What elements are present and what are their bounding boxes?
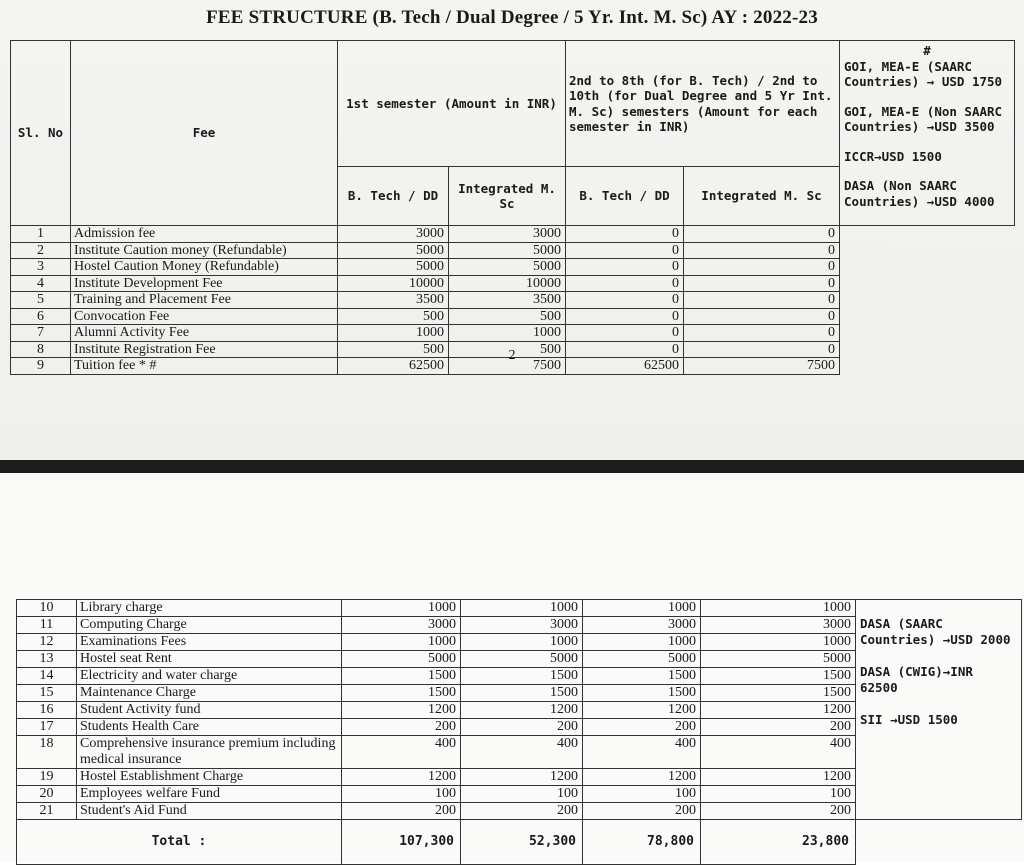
fee-name: Tuition fee * # [71,358,338,375]
sl-number: 15 [17,685,77,702]
fee-name: Institute Caution money (Refundable) [71,242,338,259]
sl-number: 9 [11,358,71,375]
amount-btech-later: 400 [583,736,701,769]
amount-msc-later: 100 [701,786,856,803]
sl-number: 8 [11,341,71,358]
sl-number: 19 [17,769,77,786]
amount-msc-first: 5000 [449,242,566,259]
fee-name: Hostel Caution Money (Refundable) [71,259,338,276]
amount-btech-first: 1200 [342,702,461,719]
header-fee: Fee [71,41,338,226]
header-btech-dd-later: B. Tech / DD [566,167,684,226]
amount-msc-later: 1200 [701,702,856,719]
amount-msc-first: 10000 [449,275,566,292]
header-int-msc-later: Integrated M. Sc [684,167,840,226]
fee-name: Student's Aid Fund [77,803,342,820]
amount-msc-first: 7500 [449,358,566,375]
amount-btech-first: 1000 [342,634,461,651]
fee-name: Hostel Establishment Charge [77,769,342,786]
table-row [11,226,1015,243]
sl-number: 12 [17,634,77,651]
page-number: 2 [508,348,516,363]
amount-msc-first: 500 [449,308,566,325]
sl-number: 6 [11,308,71,325]
amount-msc-later: 200 [701,719,856,736]
sl-number: 4 [11,275,71,292]
amount-btech-later: 1000 [583,600,701,617]
amount-msc-first: 3000 [449,226,566,243]
header-sl-no: Sl. No [11,41,71,226]
amount-btech-later: 0 [566,275,684,292]
fee-table-bottom [16,599,1022,865]
sl-number: 16 [17,702,77,719]
amount-msc-first: 200 [461,803,583,820]
amount-btech-first: 1200 [342,769,461,786]
amount-msc-later: 0 [684,242,840,259]
sl-number: 17 [17,719,77,736]
amount-btech-first: 1000 [342,600,461,617]
bottom-rows-body [17,600,1022,820]
amount-btech-later: 0 [566,292,684,309]
amount-msc-later: 1500 [701,668,856,685]
amount-btech-first: 1500 [342,668,461,685]
header-first-semester: 1st semester (Amount in INR) [338,41,566,167]
amount-btech-first: 3000 [338,226,449,243]
amount-msc-first: 1000 [461,634,583,651]
amount-btech-later: 0 [566,308,684,325]
sl-number: 21 [17,803,77,820]
amount-msc-later: 0 [684,226,840,243]
amount-msc-later: 7500 [684,358,840,375]
total-btech-first: 107,300 [342,820,461,865]
table-row [11,242,1015,259]
amount-btech-first: 400 [342,736,461,769]
amount-btech-first: 3500 [338,292,449,309]
amount-btech-later: 1500 [583,668,701,685]
page-divider [0,460,1024,473]
amount-btech-first: 5000 [342,651,461,668]
amount-msc-first: 5000 [461,651,583,668]
amount-msc-later: 1200 [701,769,856,786]
total-msc-first: 52,300 [461,820,583,865]
amount-msc-later: 0 [684,341,840,358]
fee-name: Alumni Activity Fee [71,325,338,342]
amount-msc-first: 1500 [461,685,583,702]
amount-msc-later: 200 [701,803,856,820]
hash-symbol: # [923,43,931,58]
fee-table-top [10,40,1015,375]
fee-name: Student Activity fund [77,702,342,719]
amount-btech-first: 3000 [342,617,461,634]
amount-btech-first: 5000 [338,242,449,259]
amount-btech-first: 500 [338,341,449,358]
table-row [11,308,1015,325]
fee-name: Electricity and water charge [77,668,342,685]
amount-btech-first: 200 [342,803,461,820]
total-msc-later: 23,800 [701,820,856,865]
amount-msc-later: 3000 [701,617,856,634]
sl-number: 20 [17,786,77,803]
amount-msc-later: 5000 [701,651,856,668]
amount-btech-later: 0 [566,341,684,358]
table-row [11,259,1015,276]
amount-msc-first: 400 [461,736,583,769]
sl-number: 5 [11,292,71,309]
amount-msc-later: 0 [684,275,840,292]
sl-number: 18 [17,736,77,769]
header-later-semesters: 2nd to 8th (for B. Tech) / 2nd to 10th (for Dual Degree and 5 Yr Int. M. Sc) semesters (Amount for each semester in INR) [566,41,840,167]
amount-btech-first: 200 [342,719,461,736]
amount-btech-later: 0 [566,226,684,243]
fee-name: Library charge [77,600,342,617]
amount-msc-later: 400 [701,736,856,769]
fee-name: Comprehensive insurance premium including medical insurance [77,736,342,769]
note-goi-saarc: GOI, MEA-E (SAARC Countries) → USD 1750 [844,58,1003,89]
sl-number: 11 [17,617,77,634]
note-dasa-non-saarc: DASA (Non SAARC Countries) →USD 4000 [844,178,995,209]
amount-msc-first: 100 [461,786,583,803]
note-iccr: ICCR→USD 1500 [844,148,942,164]
note-sii: SII →USD 1500 [860,712,958,727]
table-row [11,292,1015,309]
amount-btech-later: 1200 [583,702,701,719]
note-dasa-cwig: DASA (CWIG)→INR 62500 [860,664,973,695]
fee-name: Admission fee [71,226,338,243]
note-dasa-saarc: DASA (SAARC Countries) →USD 2000 [860,616,1011,647]
amount-btech-later: 3000 [583,617,701,634]
amount-msc-later: 0 [684,259,840,276]
fee-name: Hostel seat Rent [77,651,342,668]
amount-btech-later: 62500 [566,358,684,375]
fee-name: Students Health Care [77,719,342,736]
amount-msc-first: 1000 [449,325,566,342]
sl-number: 7 [11,325,71,342]
amount-msc-later: 0 [684,292,840,309]
notes-column-top [840,41,1015,226]
amount-btech-first: 1500 [342,685,461,702]
sl-number: 14 [17,668,77,685]
amount-msc-later: 0 [684,325,840,342]
amount-btech-later: 5000 [583,651,701,668]
amount-btech-later: 0 [566,259,684,276]
fee-name: Convocation Fee [71,308,338,325]
total-btech-later: 78,800 [583,820,701,865]
amount-btech-later: 1500 [583,685,701,702]
table-row [17,600,1022,617]
amount-msc-first: 3000 [461,617,583,634]
sl-number: 13 [17,651,77,668]
amount-msc-first: 1200 [461,702,583,719]
fee-name: Institute Development Fee [71,275,338,292]
amount-btech-first: 10000 [338,275,449,292]
amount-msc-later: 1000 [701,600,856,617]
document-title: FEE STRUCTURE (B. Tech / Dual Degree / 5 Yr. Int. M. Sc) AY : 2022-23 [206,7,818,28]
amount-btech-later: 200 [583,719,701,736]
amount-msc-first: 5000 [449,259,566,276]
amount-msc-later: 0 [684,308,840,325]
amount-btech-later: 200 [583,803,701,820]
fee-name: Employees welfare Fund [77,786,342,803]
fee-name: Computing Charge [77,617,342,634]
fee-name: Institute Registration Fee [71,341,338,358]
amount-btech-first: 5000 [338,259,449,276]
amount-btech-later: 0 [566,325,684,342]
table-row [11,325,1015,342]
sl-number: 3 [11,259,71,276]
sl-number: 2 [11,242,71,259]
amount-btech-later: 100 [583,786,701,803]
note-goi-non-saarc: GOI, MEA-E (Non SAARC Countries) →USD 3500 [844,103,1003,134]
amount-msc-first: 500 [449,341,566,358]
amount-msc-first: 1500 [461,668,583,685]
sl-number: 10 [17,600,77,617]
table-row [11,275,1015,292]
header-int-msc: Integrated M. Sc [449,167,566,226]
amount-msc-first: 3500 [449,292,566,309]
amount-msc-first: 1200 [461,769,583,786]
fee-name: Examinations Fees [77,634,342,651]
amount-msc-first: 200 [461,719,583,736]
amount-btech-first: 1000 [338,325,449,342]
amount-btech-first: 62500 [338,358,449,375]
fee-name: Training and Placement Fee [71,292,338,309]
amount-msc-later: 1000 [701,634,856,651]
amount-btech-later: 1000 [583,634,701,651]
amount-msc-later: 1500 [701,685,856,702]
header-btech-dd: B. Tech / DD [338,167,449,226]
amount-btech-later: 1200 [583,769,701,786]
amount-msc-first: 1000 [461,600,583,617]
total-label: Total : [17,820,342,865]
notes-column-bottom [856,600,1022,820]
amount-btech-first: 500 [338,308,449,325]
amount-btech-first: 100 [342,786,461,803]
fee-name: Maintenance Charge [77,685,342,702]
amount-btech-later: 0 [566,242,684,259]
sl-number: 1 [11,226,71,243]
